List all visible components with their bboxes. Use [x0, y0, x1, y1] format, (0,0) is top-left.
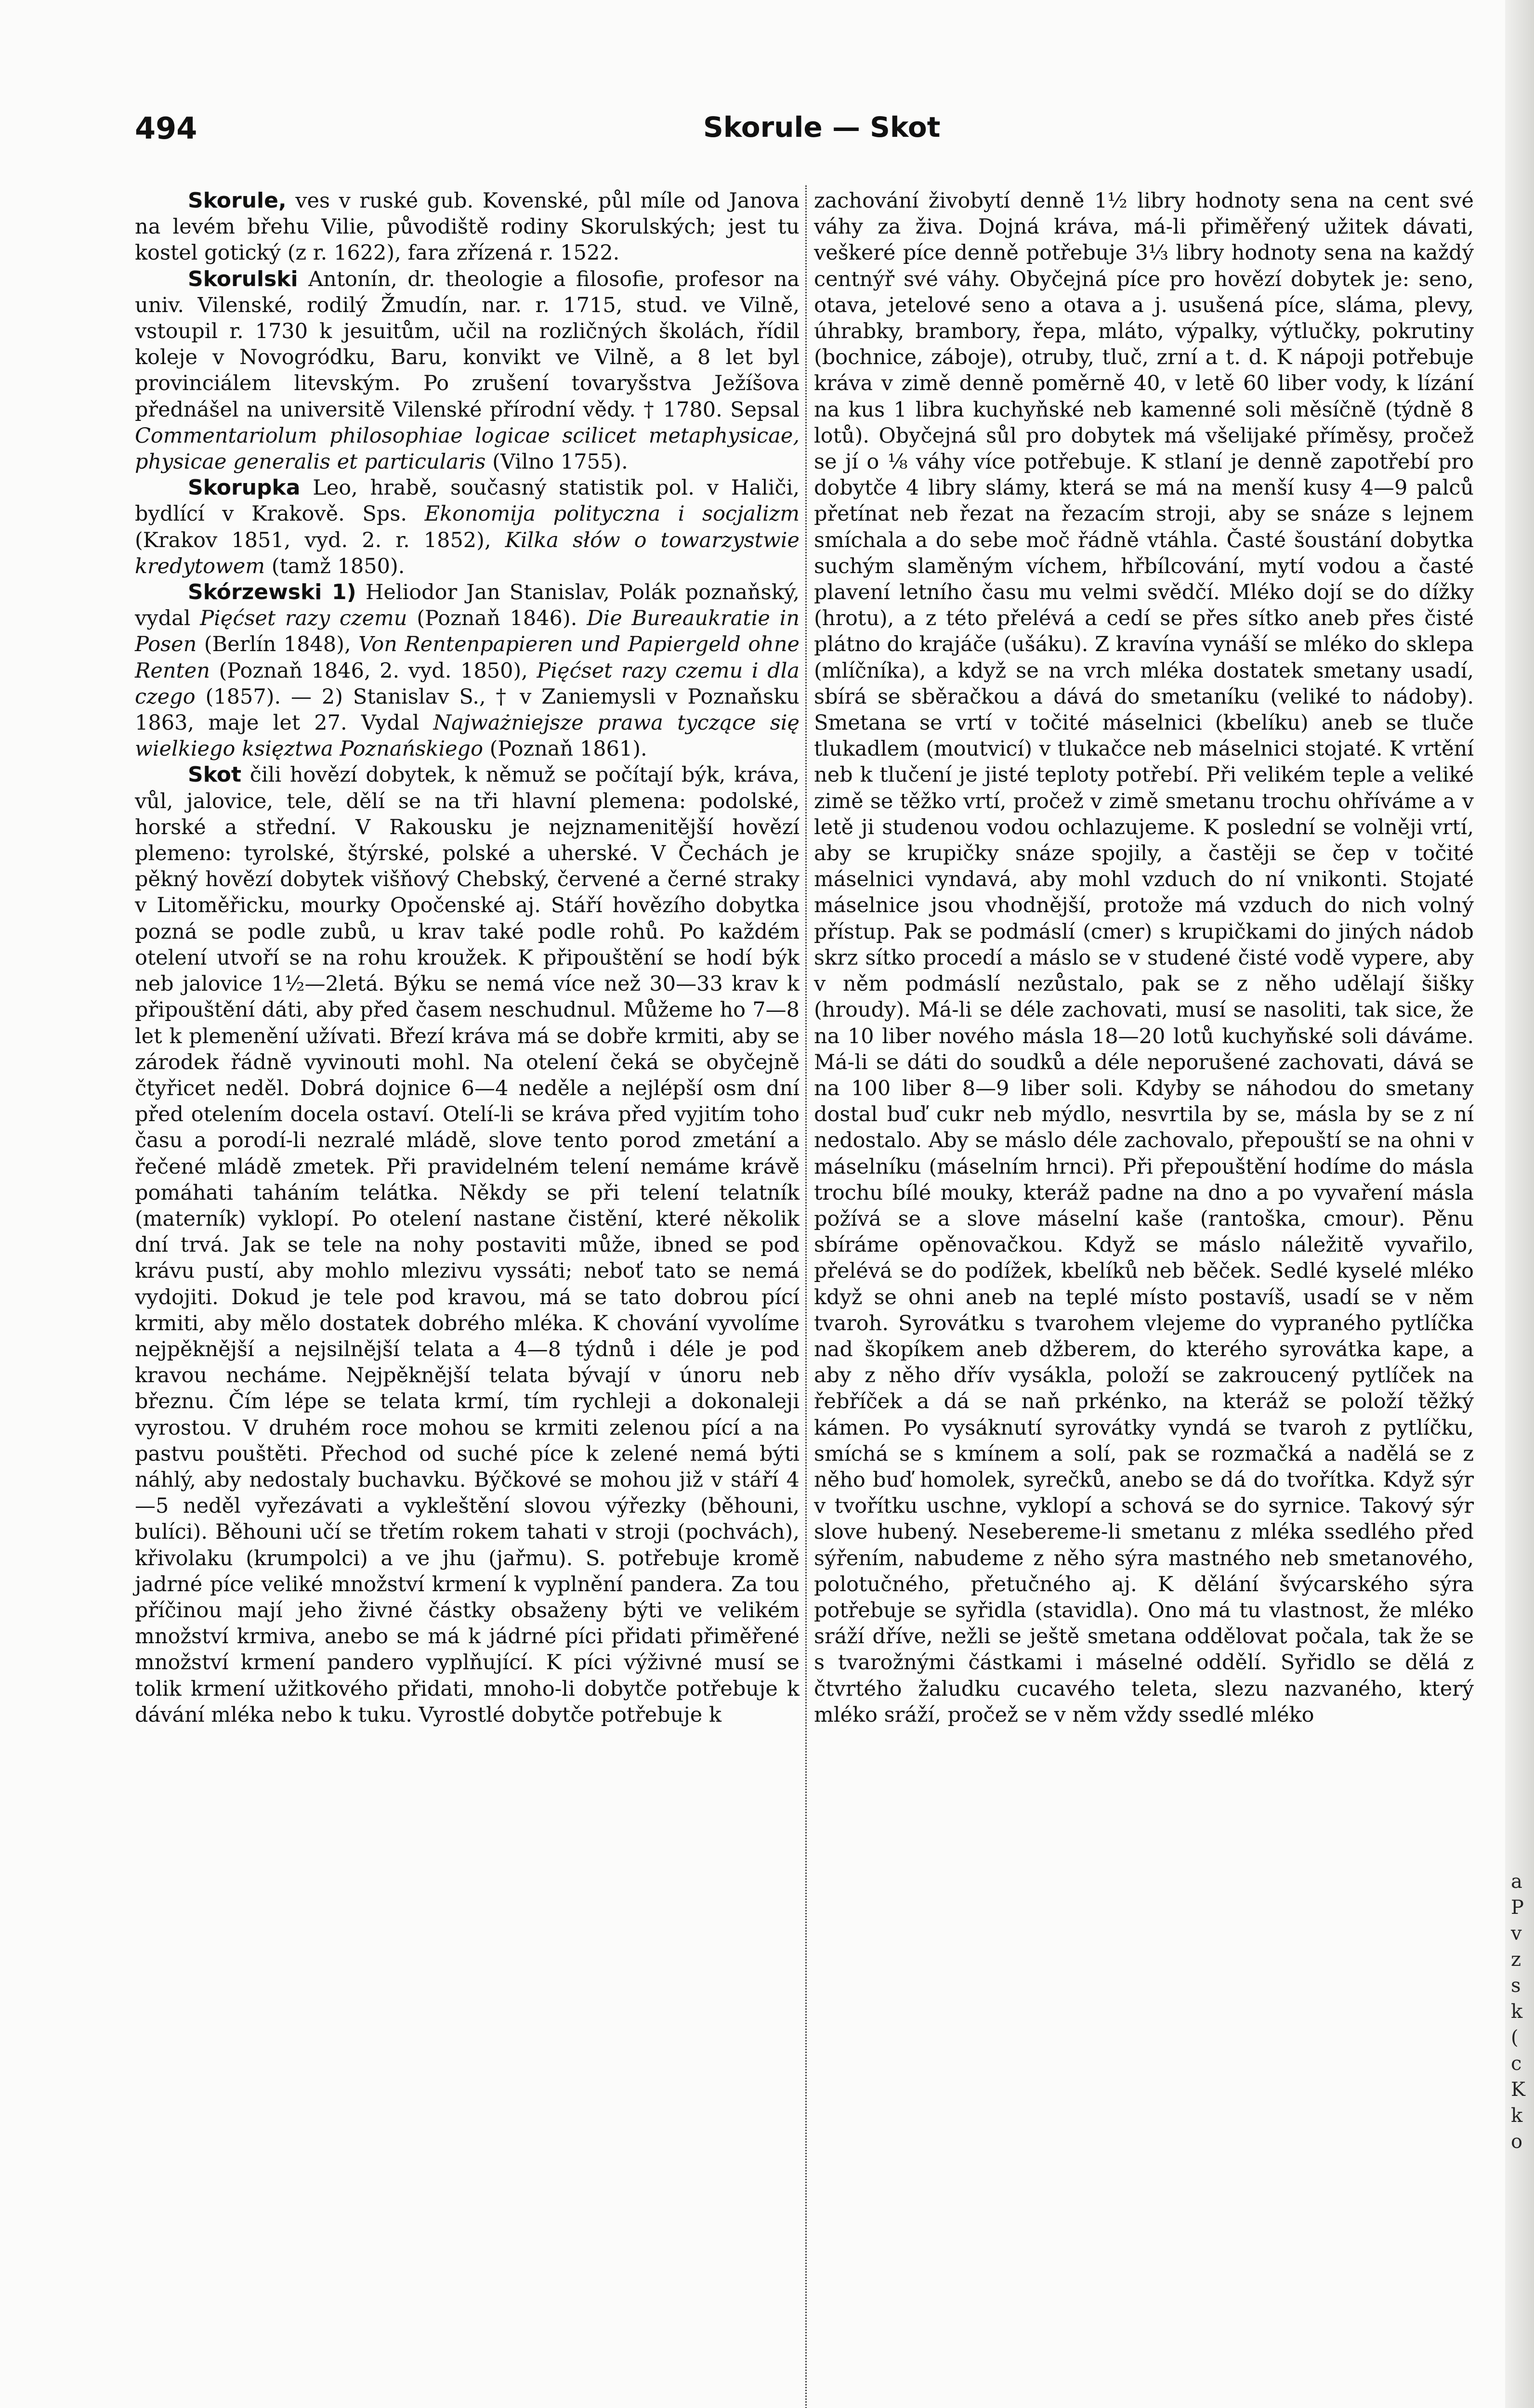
edge-fragment: k	[1511, 2105, 1523, 2127]
entry-skot	[135, 762, 800, 1728]
entry-text: Heliodor Jan Stanislav, Polák poznaňský, vydal	[135, 580, 800, 631]
running-head-title: Skorule — Skot	[703, 111, 941, 144]
work-title: Ekonomija polityczna i socjalizm	[424, 502, 800, 526]
edge-fragment: v	[1511, 1923, 1522, 1945]
work-title: Kilka słów o towarzystwie kredytowem	[135, 528, 800, 578]
left-column	[135, 188, 800, 1728]
entry-text: (Krakov 1851, vyd. 2. r. 1852),	[135, 528, 505, 552]
edge-fragment: a	[1511, 1871, 1522, 1893]
work-title: Die Bureaukratie in Posen	[135, 606, 800, 657]
edge-fragment: K	[1511, 2079, 1525, 2101]
page-number: 494	[135, 111, 197, 146]
headword: Skórzewski 1)	[188, 580, 356, 605]
entry-text: čili hovězí dobytek, k němuž se počítají býk, kráva, vůl, jalovice, tele, dělí se na tři hlavní plemena: podolské, horské a střední. V Rakousku je nejznamenitější hovězí plemeno: tyrolské, štýrské, polské a uherské. V Čechách je pěkný hovězí dobytek višňový Chebský, červené a černé straky v Litoměřicku, mourky Opočenské aj. Stáří hovězího dobytka pozná se podle zubů, u krav také podle rohů. Po každém otelení utvoří se na rohu kroužek. K připouštění se hodí býk neb jalovice 1½—2letá. Býku se nemá více než 30—33 krav k připouštění dáti, aby před časem neschudnul. Můžeme ho 7—8 let k plemenění užívati. Březí kráva má se dobře krmiti, aby se zárodek řádně vyvinouti mohl. Na otelení čeká se obyčejně čtyřicet neděl. Dobrá dojnice 6—4 neděle a nejlépší osm dní před otelením docela ostaví. Otelí-li se kráva před vyjitím toho času a porodí-li nezralé mládě, slove tento porod zmetání a řečené mládě zmetek. Při pravidelném telení nemáme krávě pomáhati taháním telátka. Někdy se při telení telatník (materník) vyklopí. Po otelení nastane čistění, které několik dní trvá. Jak se tele na nohy postaviti může, ibned se pod krávu pustí, aby mohlo mlezivu vyssáti; neboť tato se nemá vydojiti. Dokud je tele pod kravou, má se tato dobrou pící krmiti, aby mělo dostatek dobrého mléka. K chování vyvolíme nejpěknější a nejsilnější telata a 4—8 týdnů i déle je pod kravou necháme. Nejpěknější telata bývají v únoru neb březnu. Čím lépe se telata krmí, tím rychleji a dokonaleji vyrostou. V druhém roce mohou se krmiti zelenou pící a na pastvu pouštěti. Přechod od suché píce k zelené nemá býti náhlý, aby nedostaly buchavku. Býčkové se mohou již v stáří 4—5 neděl vyřezávati a vykleštění slovou výřezky (běhouni, bulíci). Běhouni učí se třetím rokem tahati v stroji (pochvách), křivolaku (krumpolci) a ve jhu (jařmu). S. potřebuje kromě jadrné píce veliké množství krmení k vyplnění pandera. Za tou příčinou mají jeho živné částky obsaženy býti ve velikém množství krmiva, anebo se má k jádrné píci přidati přiměřené množství krmení pandero vyplňující. K píci výživné musí se tolik krmení užitkového přidati, mnoho-li dobytče potřebuje k dávání mléka nebo k tuku. Vyrostlé dobytče potřebuje k	[135, 763, 800, 1727]
entry-text: (Poznaň 1846, 2. vyd. 1850),	[210, 658, 537, 683]
entry-skorzewski	[135, 579, 800, 762]
entry-text: (tamž 1850).	[265, 554, 405, 578]
edge-fragment: o	[1511, 2131, 1523, 2153]
adjacent-page-fragments	[1511, 1869, 1530, 2155]
running-head	[135, 111, 1455, 154]
entry-text: (Poznaň 1861).	[483, 737, 647, 761]
right-column	[814, 188, 1474, 1728]
headword: Skorule,	[188, 188, 287, 213]
edge-fragment: k	[1511, 2001, 1523, 2023]
entry-skorulski	[135, 266, 800, 475]
edge-fragment: P	[1511, 1897, 1524, 1919]
headword: Skorulski	[188, 266, 298, 291]
edge-fragment: c	[1511, 2053, 1522, 2075]
work-title: Najważniejsze prawa tyczące się wielkiego księztwa Poznańskiego	[135, 711, 800, 761]
edge-fragment: s	[1511, 1975, 1521, 1997]
entry-skorule	[135, 188, 800, 266]
column-divider	[805, 185, 807, 2408]
entry-text: (1857). — 2) Stanislav S., † v Zaniemysli v Poznaňsku 1863, maje let 27. Vydal	[135, 684, 800, 735]
entry-text: ves v ruské gub. Kovenské, půl míle od Janova na levém břehu Vilie, původiště rodiny Skorulských; jest tu kostel gotický (z r. 1622), fara zřízená r. 1522.	[135, 189, 800, 265]
entry-skorupka	[135, 475, 800, 579]
edge-fragment: (	[1511, 2027, 1519, 2049]
headword: Skot	[188, 762, 242, 787]
entry-text: (Vilno 1755).	[485, 450, 628, 474]
entry-text: (Berlín 1848),	[197, 632, 359, 657]
work-title: Pięćset razy czemu i dla czego	[135, 658, 800, 709]
edge-fragment: z	[1511, 1949, 1521, 1971]
work-title: Pięćset razy czemu	[200, 606, 407, 631]
entry-skot-continued	[814, 188, 1474, 1728]
entry-text: Leo, hrabě, současný statistik pol. v Haliči, bydlící v Krakově. Sps.	[135, 476, 800, 526]
headword: Skorupka	[188, 475, 301, 500]
entry-text: Antonín, dr. theologie a filosofie, profesor na univ. Vilenské, rodilý Žmudín, nar. r. 1715, stud. ve Vilně, vstoupil r. 1730 k jesuitům, učil na rozličných školách, řídil koleje v Novogródku, Baru, konvikt ve Vilně, a 8 let byl provinciálem litevským. Po zrušení tovaryšstva Ježíšova přednášel na universitě Vilenské přírodní vědy. † 1780. Sepsal	[135, 267, 800, 422]
work-title: Von Rentenpapieren und Papiergeld ohne Renten	[135, 632, 800, 683]
work-title: Commentariolum philosophiae logicae scilicet metaphysicae, physicae generalis et particularis	[135, 423, 800, 474]
entry-text: (Poznaň 1846).	[407, 606, 587, 631]
entry-text: zachování živobytí denně 1½ libry hodnoty sena na cent své váhy za živa. Dojná kráva, má-li přiměřený užitek dávati, veškeré píce denně potřebuje 3⅓ libry hodnoty sena na každý centnýř své váhy. Obyčejná píce pro hovězí dobytek je: seno, otava, jetelové seno a otava a j. usušená píce, sláma, plevy, úhrabky, brambory, řepa, mláto, výpalky, výtlučky, pokrutiny (bochnice, záboje), otruby, tluč, zrní a t. d. K nápoji potřebuje kráva v zimě denně poměrně 40, v letě 60 liber vody, k lízání na kus 1 libra kuchyňské neb kamenné soli měsíčně (týdně 8 lotů). Obyčejná sůl pro dobytek má všelijaké příměsy, pročež se jí o ⅛ váhy více potřebuje. K stlaní je denně zapotřebí pro dobytče 4 libry slámy, která se má na menší kusy 4—9 palců přetínat neb řezat na řezacím stroji, aby se snáze s lejnem smíchala a do sebe moč řádně vtáhla. Časté šoustání dobytka suchým slaměným víchem, hřbílcování, mytí vodou a časté plavení letního času mu velmi svědčí. Mléko dojí se do dížky (hrotu), a z této přelévá a cedí se přes sítko aneb přes čisté plátno do krajáče (ušáku). Z kravína vynáší se mléko do sklepa (mlíčníka), a když se na vrch mléka dostatek smetany usadí, sbírá se sběračkou a dává do smetaníku (veliké to nádoby). Smetana se vrtí v točité máselnici (kbelíku) aneb se tluče tlukadlem (moutvicí) v tlukačce neb máselnici stojaté. K vrtění neb k tlučení je jisté teploty potřebí. Při velikém teple a veliké zimě se těžko vrtí, pročež v zimě smetanu trochu ohříváme a v letě ji studenou vodou ochlazujeme. K poslední se volněji vrtí, aby se krupičky snáze spojily, a častěji se čep v točité máselnici vyndavá, aby mohl vzduch do ní vnikonti. Stojaté máselnice jsou vhodnější, protože má vzduch do nich volný přístup. Pak se podmáslí (cmer) s krupičkami do jiných nádob skrz sítko procedí a máslo se v studené čisté vodě vypere, aby v něm podmáslí nezůstalo, pak se z něho udělají šišky (hroudy). Má-li se déle zachovati, musí se nasoliti, tak sice, že na 10 liber nového másla 18—20 lotů kuchyňské soli dáváme. Má-li se dáti do soudků a déle neporušené zachovati, dává se na 100 liber 8—9 liber soli. Kdyby se náhodou do smetany dostal buď cukr neb mýdlo, nesvrtila by se, másla by se z ní nedostalo. Aby se máslo déle zachovalo, přepouští se na ohni v máselníku (máselním hrnci). Při přepouštění hodíme do másla trochu bílé mouky, kteráž padne na dno a po vyvaření másla požívá se a slove máselní kaše (rantoška, cmour). Pěnu sbíráme opěnovačkou. Když se máslo náležitě vyvařilo, přelévá se do podížek, kbelíků neb běček. Sedlé kyselé mléko když se ohni aneb na teplé místo postavíš, usadí se v něm tvaroh. Syrovátku s tvarohem vlejeme do vypraného pytlíčka nad škopíkem aneb džberem, do kterého syrovátka kape, a aby z něho dřív vysákla, položí se zakroucený pytlíček na řebříček a dá se naň prkénko, na kteráž se položí těžký kámen. Po vysáknutí syrovátky vyndá se tvaroh z pytlíčku, smíchá se s kmínem a solí, pak se rozmačká a nadělá se z něho buď homolek, syrečků, anebo se dá do tvořítka. Když sýr v tvořítku uschne, vyklopí a schová se do syrnice. Takový sýr slove hubený. Nesebereme-li smetanu z mléka ssedlého před sýřením, nabudeme z něho sýra mastného neb smetanového, polotučného, přetučného aj. K dělání švýcarského sýra potřebuje se syřidla (stavidla). Ono má tu vlastnost, že mléko sráží dříve, nežli se ještě smetana oddělovat počala, tak že se s tvarožnými částkami i máselné oddělí. Syřidlo se dělá z čtvrtého žaludku cucavého teleta, slezu nazvaného, který mléko sráží, pročež se v něm vždy ssedlé mléko	[814, 189, 1474, 1727]
